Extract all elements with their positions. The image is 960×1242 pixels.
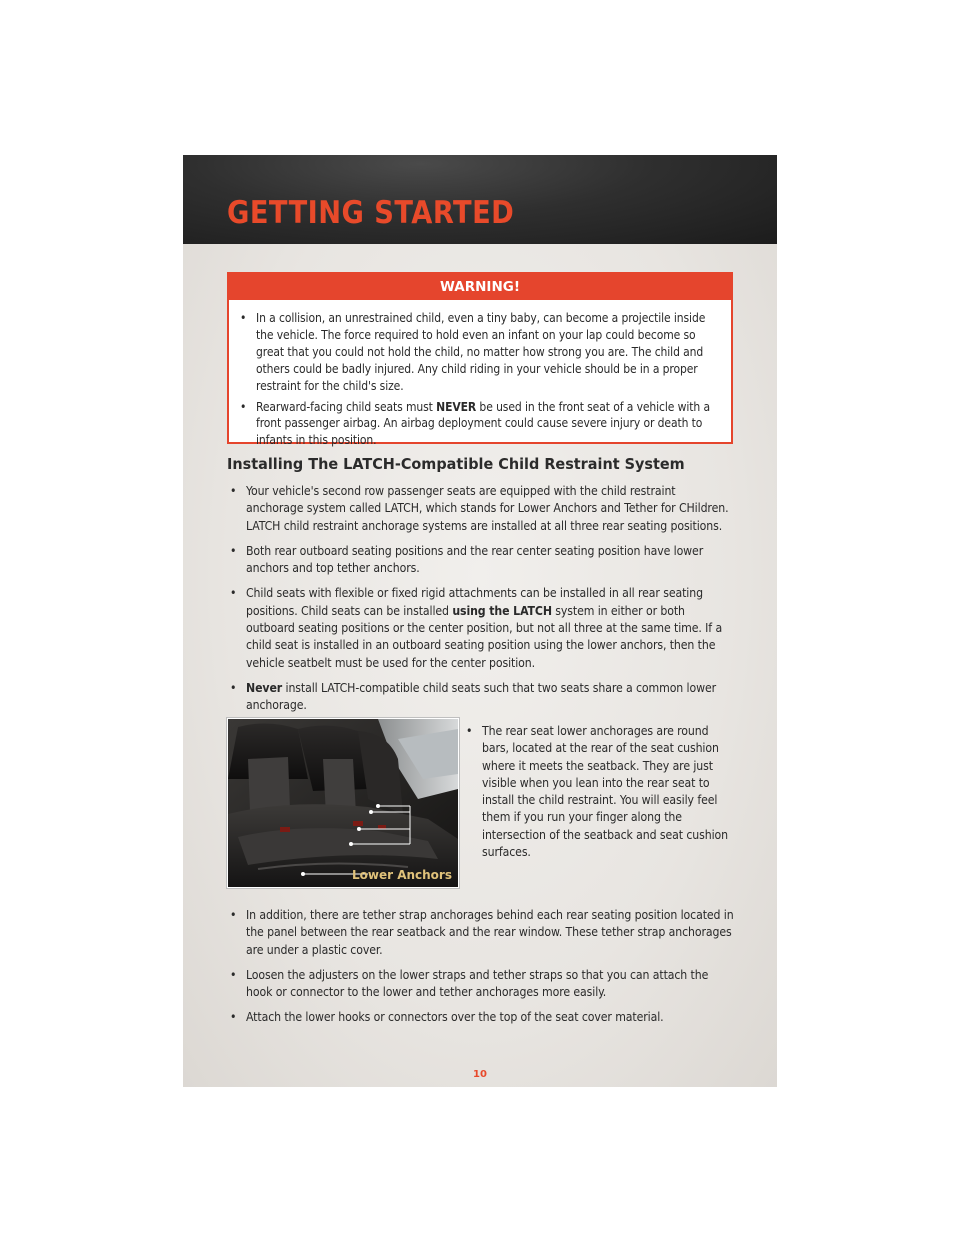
list-item: • The rear seat lower anchorages are round bars, located at the rear of the seat cushion where it meets the seatback. They are just visible when you lean into the rear seat to install the child restraint. You will easily feel them if you run your finger along the intersection of the seatback and seat cushion surfaces. bbox=[463, 723, 731, 861]
warning-title: WARNING! bbox=[229, 274, 731, 300]
seat-illustration bbox=[228, 719, 458, 887]
latch-bullet-list bbox=[227, 483, 735, 723]
list-item: • Never install LATCH-compatible child seats such that two seats share a common lower anchorage. bbox=[227, 680, 735, 715]
tether-bullet-list bbox=[227, 907, 735, 1035]
list-item: • Child seats with flexible or fixed rigid attachments can be installed in all rear seating positions. Child seats can be installed using the LATCH system in either or both outboard seating positions or the center position, but not all three at the same time. If a child seat is installed in an outboard seating position using the lower anchors, then the vehicle seatbelt must be used for the center position. bbox=[227, 585, 735, 671]
list-item: • Loosen the adjusters on the lower straps and tether straps so that you can attach the hook or connector to the lower and tether anchorages more easily. bbox=[227, 967, 735, 1002]
warning-box bbox=[227, 272, 733, 448]
list-item: • Attach the lower hooks or connectors over the top of the seat cover material. bbox=[227, 1009, 735, 1026]
warning-item: • In a collision, an unrestrained child, even a tiny baby, can become a projectile inside the vehicle. The force required to hold even an infant on your lap could become so great that you could not hold the child, no matter how strong you are. The child and others could be badly injured. Any child riding in your vehicle should be in a proper restraint for the child's size. bbox=[237, 310, 723, 395]
warning-list bbox=[229, 300, 731, 449]
page-header bbox=[183, 155, 777, 244]
photo-caption: Lower Anchors bbox=[351, 868, 452, 882]
manual-page bbox=[183, 155, 777, 1087]
warning-item: • Rearward-facing child seats must NEVER be used in the front seat of a vehicle with a front passenger airbag. An airbag deployment could cause severe injury or death to infants in this position. bbox=[237, 399, 723, 450]
rear-seat-photo bbox=[227, 718, 459, 888]
section-heading: Installing The LATCH-Compatible Child Restraint System bbox=[227, 455, 685, 473]
list-item: • Both rear outboard seating positions and the rear center seating position have lower anchors and top tether anchors. bbox=[227, 543, 735, 578]
page-number: 10 bbox=[473, 1069, 487, 1080]
page-title: GETTING STARTED bbox=[227, 195, 515, 231]
side-bullet-list bbox=[463, 723, 731, 861]
list-item: • In addition, there are tether strap anchorages behind each rear seating position located in the panel between the rear seatback and the rear window. These tether strap anchorages are under a plastic cover. bbox=[227, 907, 735, 959]
list-item: • Your vehicle's second row passenger seats are equipped with the child restraint anchorage system called LATCH, which stands for Lower Anchors and Tether for CHildren. LATCH child restraint anchorage systems are installed at all three rear seating positions. bbox=[227, 483, 735, 535]
